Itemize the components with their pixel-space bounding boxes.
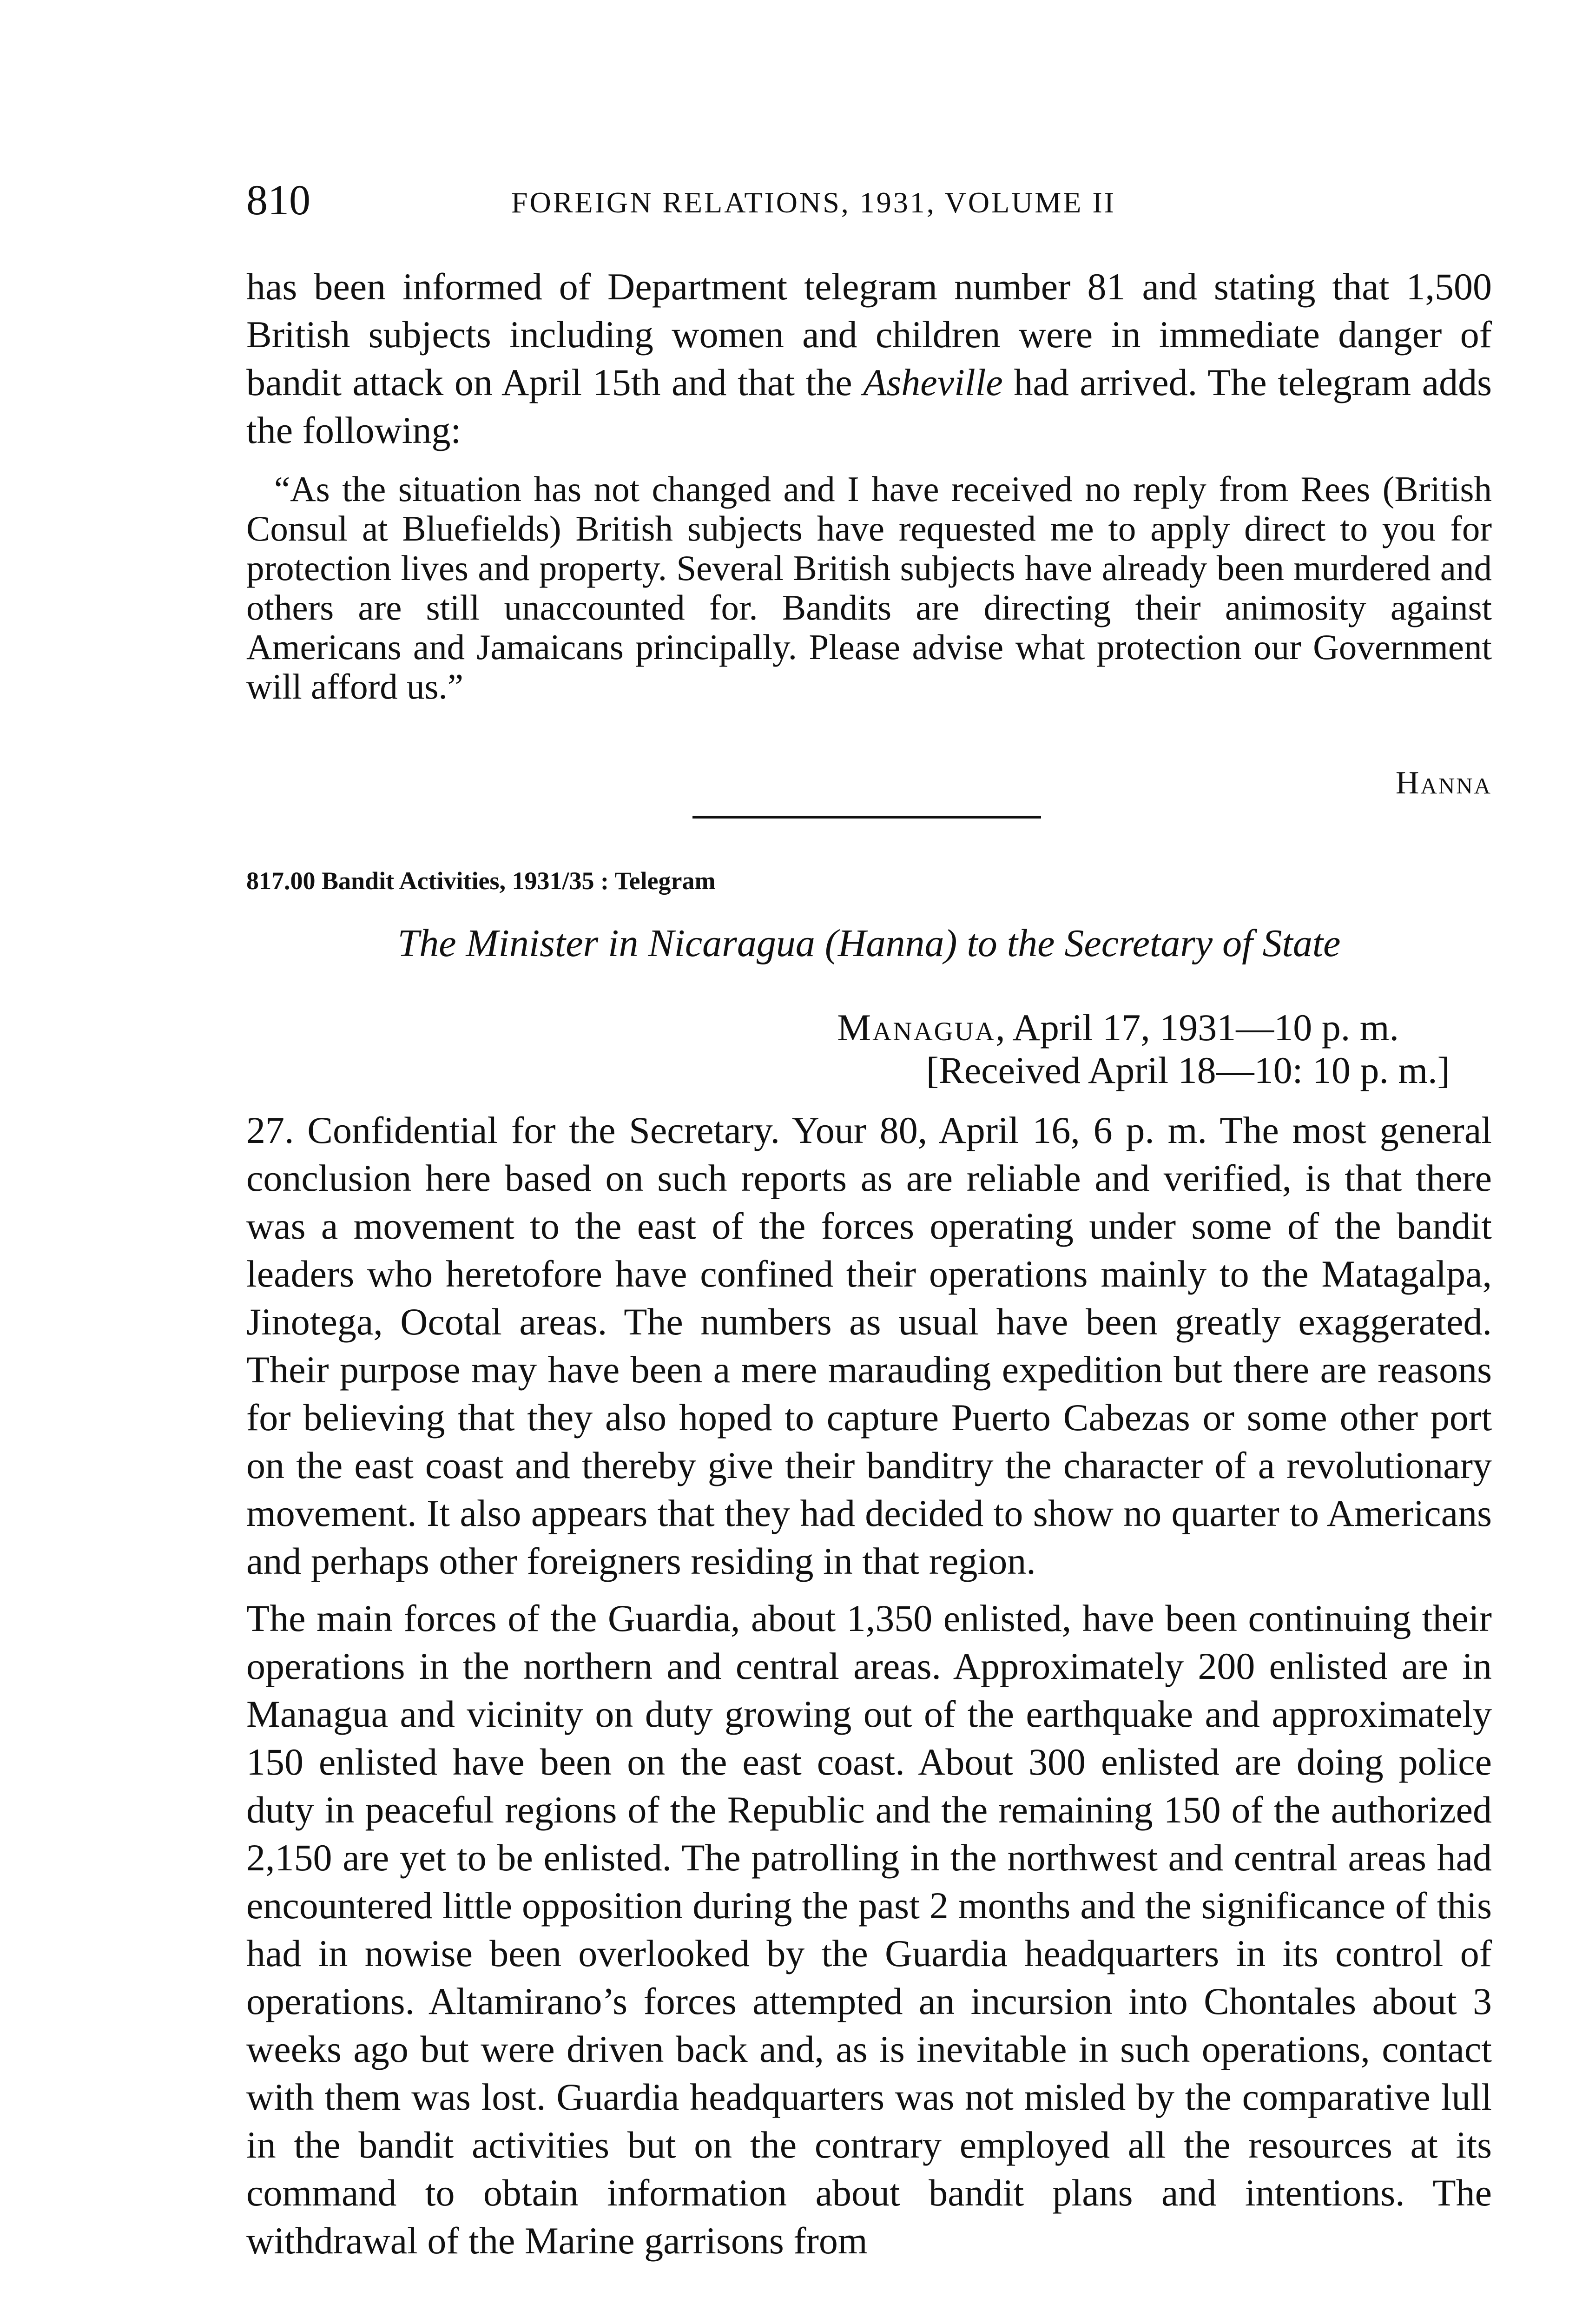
continuation-text-1: has been informed of Department telegram number 81 and stating that 1,500 British subjects including women and children were in immediate danger of bandit attack on April 15th and that the	[246, 265, 1492, 403]
file-reference: 817.00 Bandit Activities, 1931/35 : Telegram	[246, 867, 716, 895]
file-reference-block	[246, 862, 1492, 899]
page-header	[246, 174, 1492, 230]
paragraph-1: 27. Confidential for the Secretary. Your 80, April 16, 6 p. m. The most general conclusion here based on such reports as are reliable and verified, is that there was a movement to the east of the forces operating under some of the bandit leaders who heretofore have confined their operations mainly to the Matagalpa, Jinotega, Ocotal areas. The numbers as usual have been greatly exaggerated. Their purpose may have been a mere marauding expedition but there are reasons for believing that they also hoped to capture Puerto Cabezas or some other port on the east coast and thereby give their banditry the character of a revolutionary movement. It also appears that they had decided to show no quarter to Americans and perhaps other foreigners residing in that region.	[246, 1109, 1492, 1582]
title-from: The Minister in Nicaragua	[397, 922, 815, 965]
paragraph-2: The main forces of the Guardia, about 1,350 enlisted, have been continuing their operations in the northern and central areas. Approximately 200 enlisted are in Managua and vicinity on duty growing out of the earthquake and approximately 150 enlisted have been on the east coast. About 300 enlisted are doing police duty in peaceful regions of the Republic and the remaining 150 of the authorized 2,150 are yet to be enlisted. The patrolling in the northwest and central areas had encountered little opposition during the past 2 months and the significance of this had in nowise been overlooked by the Guardia headquarters in its control of operations. Altamirano’s forces attempted an incursion into Chontales about 3 weeks ago but were driven back and, as is inevitable in such operations, contact with them was lost. Guardia headquarters was not misled by the comparative lull in the bandit activities but on the contrary employed all the resources at its command to obtain information about bandit plans and intentions. The withdrawal of the Marine garrisons from	[246, 1597, 1492, 2262]
telegram-body	[246, 1106, 1492, 2265]
dateline-sent	[246, 1006, 1492, 1049]
title-name: (Hanna)	[824, 922, 957, 965]
continuation-paragraph	[246, 263, 1492, 454]
dateline-place: Managua	[837, 1006, 996, 1049]
quoted-telegram: “As the situation has not changed and I have received no reply from Rees (British Consul at Bluefields) British subjects have requested me to apply direct to you for protection lives and property. Several British subjects have already been murdered and others are still unaccounted for. Bandits are directing their animosity against Americans and Jamaicans principally. Please advise what protection our Government will afford us.”	[246, 469, 1492, 706]
running-title: FOREIGN RELATIONS, 1931, VOLUME II	[511, 186, 1116, 219]
continuation-text-2: had arrived. The telegram adds the following:	[246, 361, 1492, 451]
quote-block	[246, 469, 1492, 706]
dateline-received: [Received April 18—10: 10 p. m.]	[926, 1049, 1450, 1091]
page-number: 810	[246, 176, 310, 224]
ship-name: Asheville	[863, 361, 1003, 403]
dateline-date: , April 17, 1931—10 p. m.	[995, 1006, 1399, 1049]
title-to: to the Secretary of State	[967, 922, 1341, 965]
first-signature-block	[246, 760, 1492, 806]
document-title-block	[246, 918, 1492, 969]
signature-hanna: Hanna	[1395, 765, 1492, 801]
dateline-block	[246, 1006, 1492, 1092]
document-title	[246, 918, 1492, 969]
section-divider	[692, 816, 1041, 819]
continuation-block	[246, 263, 1492, 454]
